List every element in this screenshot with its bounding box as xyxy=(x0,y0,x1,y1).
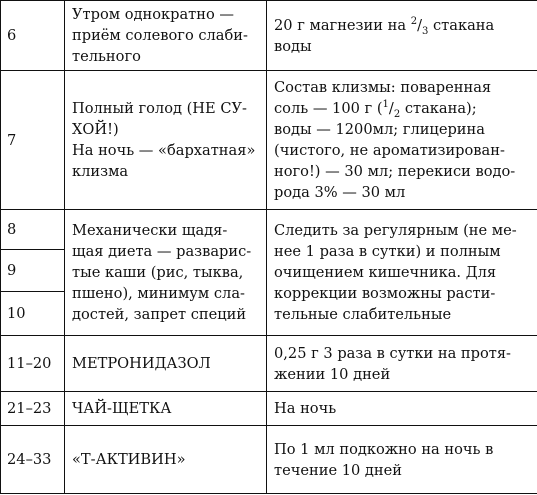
day-number: 9 xyxy=(1,250,65,292)
procedure-text: ЧАЙ-ЩЕТКА xyxy=(72,400,172,417)
notes-cell xyxy=(267,336,537,392)
fraction-denominator: 3 xyxy=(421,25,429,37)
fraction-numerator: 2 xyxy=(410,15,418,27)
day-range: 11–20 xyxy=(1,336,65,392)
procedure-cell xyxy=(65,426,267,494)
procedure-text: Механически щадя- щая диета — разварис- тые каши (рис, тыква, пшено), минимум сла- достей, запрет специй xyxy=(72,222,252,323)
notes-text xyxy=(274,15,529,57)
procedure-text: Утром однократно — приём солевого слаби- тельного xyxy=(72,6,248,65)
notes-text-part: стакана воды xyxy=(274,16,495,55)
table-row xyxy=(1,336,537,392)
notes-text-part: 20 г магнезии на xyxy=(274,16,411,34)
fraction-slash: / xyxy=(388,100,394,117)
notes-text: 0,25 г 3 раза в сутки на протя- жении 10 дней xyxy=(274,344,511,383)
fraction-denominator: 2 xyxy=(393,108,401,120)
day-range: 21–23 xyxy=(1,392,65,426)
procedure-text: «Т-АКТИВИН» xyxy=(72,451,186,468)
notes-cell xyxy=(267,426,537,494)
day-number: 10 xyxy=(1,292,65,336)
table-row xyxy=(1,392,537,426)
notes-cell xyxy=(267,392,537,426)
fraction-slash: / xyxy=(417,16,422,34)
procedure-text: Полный голод (НЕ СУ- ХОЙ!) На ночь — «бархатная» клизма xyxy=(72,100,256,180)
notes-text xyxy=(274,77,529,203)
notes-text-part: стакана); воды — 1200мл; глицерина (чистого, не ароматизирован- ного!) — 30 мл; перекиси водо- рода 3% — 30 мл xyxy=(274,100,516,201)
notes-cell xyxy=(267,1,537,71)
table-row xyxy=(1,1,537,71)
day-range: 24–33 xyxy=(1,426,65,494)
procedure-text: МЕТРОНИДАЗОЛ xyxy=(72,355,211,372)
procedure-cell xyxy=(65,210,267,336)
notes-text: Следить за регулярным (не ме- нее 1 раза в сутки) и полным очищением кишечника. Для коррекции возможны расти- тельные слабительные xyxy=(274,222,517,323)
notes-cell xyxy=(267,71,537,210)
procedure-cell xyxy=(65,1,267,71)
procedure-cell xyxy=(65,336,267,392)
table-row xyxy=(1,210,537,250)
notes-text-part: Состав клизмы: поваренная соль — 100 г ( xyxy=(274,79,492,117)
notes-cell xyxy=(267,210,537,336)
table-row xyxy=(1,426,537,494)
notes-text: На ночь xyxy=(274,400,337,417)
table-row xyxy=(1,71,537,210)
procedure-cell xyxy=(65,71,267,210)
day-number: 8 xyxy=(1,210,65,250)
day-number: 6 xyxy=(1,1,65,71)
fraction-numerator: 1 xyxy=(382,99,389,111)
day-number: 7 xyxy=(1,71,65,210)
notes-text: По 1 мл подкожно на ночь в течение 10 дней xyxy=(274,440,494,479)
procedure-cell xyxy=(65,392,267,426)
